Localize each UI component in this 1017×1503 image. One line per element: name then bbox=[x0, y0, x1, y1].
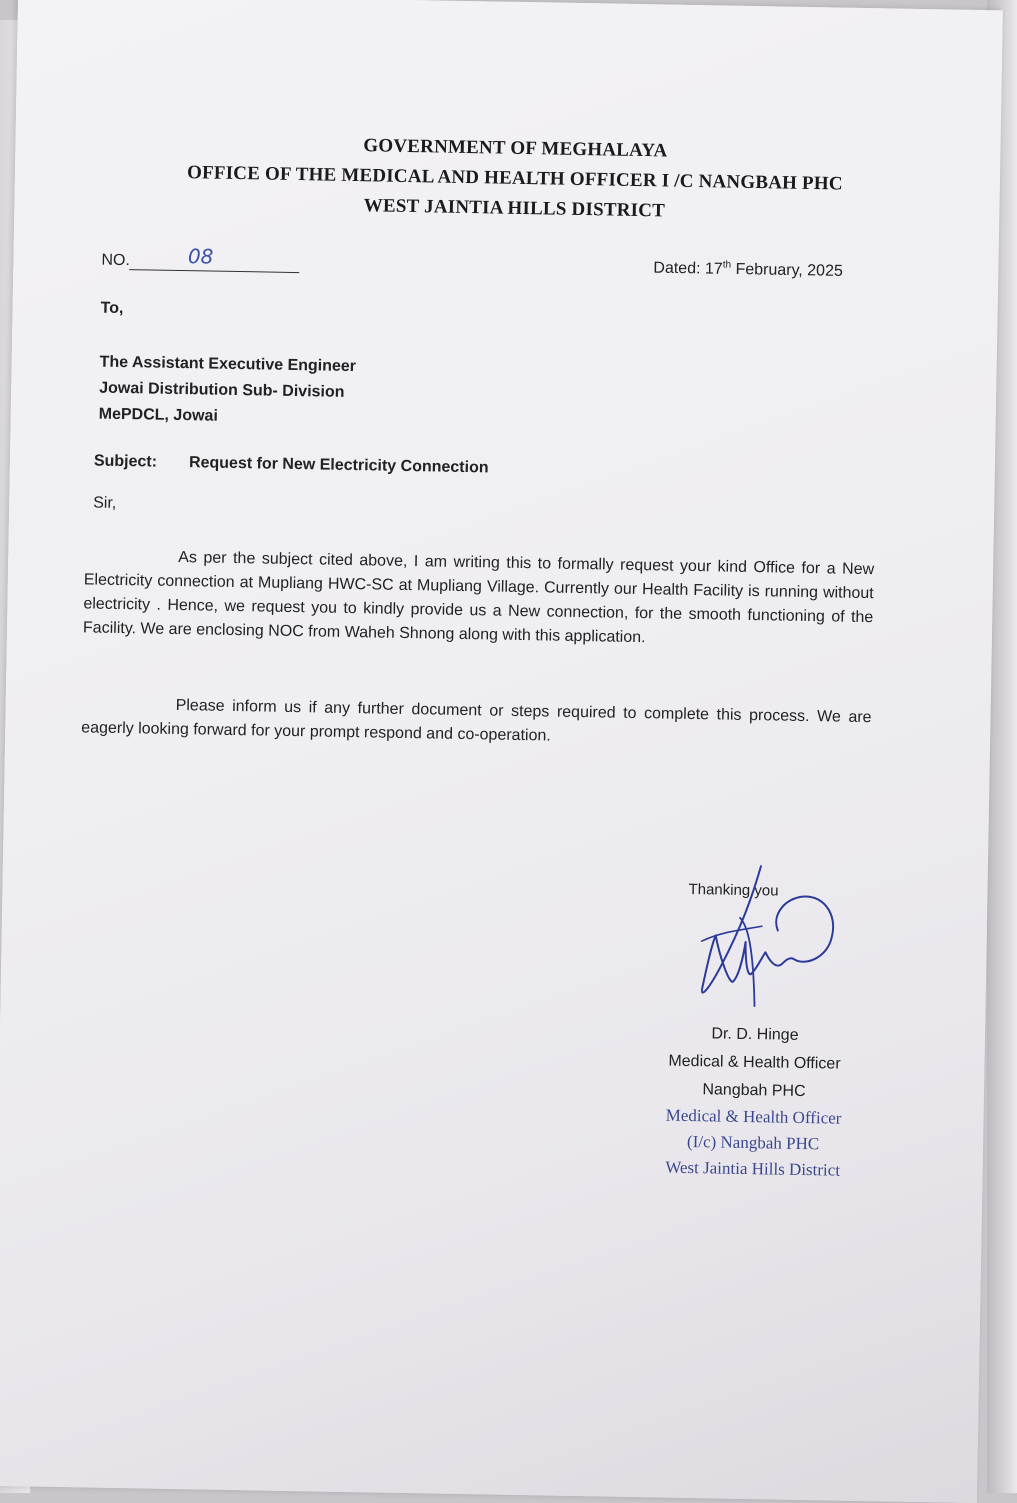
reference-number bbox=[101, 244, 300, 273]
letterhead-district: WEST JAINTIA HILLS DISTRICT bbox=[363, 195, 666, 222]
signatory-office: Nangbah PHC bbox=[702, 1081, 806, 1101]
addressee-block bbox=[98, 350, 356, 432]
addressee-division: Jowai Distribution Sub- Division bbox=[99, 379, 345, 401]
handwritten-signature bbox=[680, 855, 843, 1018]
date-label: Dated: 17 bbox=[653, 259, 723, 278]
letterhead bbox=[184, 128, 845, 230]
signatory-block bbox=[639, 1019, 870, 1107]
subject-text: Request for New Electricity Connection bbox=[188, 454, 489, 477]
addressee-organization: MePDCL, Jowai bbox=[98, 405, 218, 425]
letterhead-government: GOVERNMENT OF MEGHALAYA bbox=[363, 135, 668, 162]
reference-handwritten-number: 08 bbox=[187, 244, 214, 269]
stamp-line-2: (I/c) Nangbah PHC bbox=[686, 1131, 820, 1154]
stamp-line-3: West Jaintia Hills District bbox=[665, 1157, 841, 1180]
signatory-name: Dr. D. Hinge bbox=[711, 1025, 799, 1044]
stamp-line-1: Medical & Health Officer bbox=[665, 1105, 842, 1128]
to-label: To, bbox=[100, 299, 124, 318]
date-rest: February, 2025 bbox=[730, 260, 843, 280]
subject-label: Subject: bbox=[93, 452, 158, 471]
reference-label: NO. bbox=[101, 251, 131, 270]
official-stamp bbox=[627, 1102, 878, 1184]
salutation: Sir, bbox=[93, 494, 117, 512]
body-paragraph-2: Please inform us if any further document or steps required to complete this process. We are eagerly looking forward for your prompt respond and co-operation. bbox=[81, 696, 872, 745]
subject-line bbox=[94, 453, 489, 478]
closing-text: Thanking you bbox=[688, 880, 779, 900]
body-paragraph-1: As per the subject cited above, I am writing this to formally request your kind Office for a New Electricity connection at Mupliang HWC-SC at Mupliang Village. Currently our Health Facility is running without electricity . Hence, we request you to kindly provide us a New connection, for the smooth functioning of the Facility. We are enclosing NOC from Waheh Shnong along with this application. bbox=[82, 549, 875, 647]
addressee-title: The Assistant Executive Engineer bbox=[99, 353, 357, 376]
letterhead-office: OFFICE OF THE MEDICAL AND HEALTH OFFICER I /C NANGBAH PHC bbox=[186, 162, 843, 195]
date-line bbox=[653, 258, 843, 281]
signatory-designation: Medical & Health Officer bbox=[668, 1052, 841, 1073]
reference-underline bbox=[130, 244, 300, 273]
date-ordinal: th bbox=[722, 259, 732, 271]
